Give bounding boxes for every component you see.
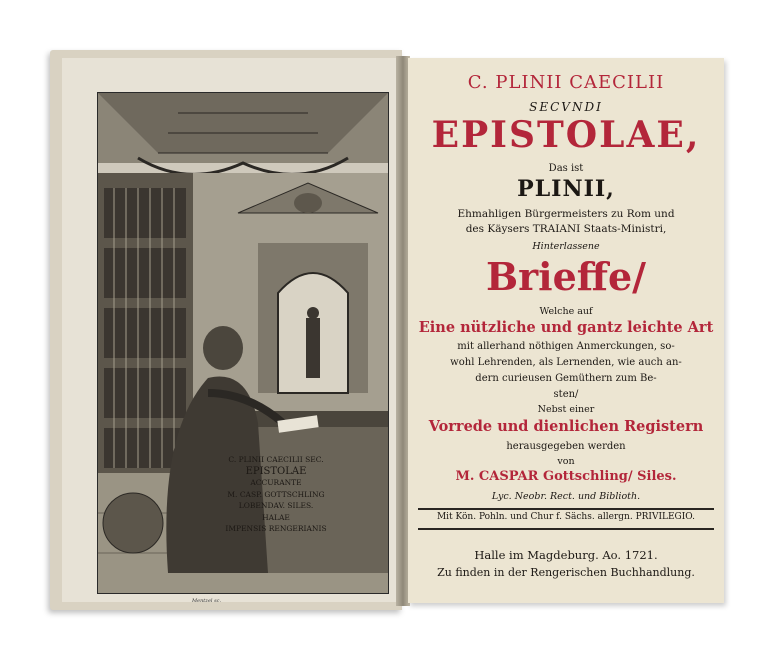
editor-role: Lyc. Neobr. Rect. und Biblioth. — [491, 491, 641, 502]
epistolae-heading: EPISTOLAE, — [431, 114, 701, 156]
plate-line: EPISTOLAE — [245, 465, 307, 477]
imprint-line: Halle im Magdeburg. Ao. 1721. — [474, 548, 658, 562]
title-line: Ehmahligen Bürgermeisters zu Rom und — [457, 208, 675, 220]
body-line: sten/ — [553, 389, 579, 400]
rule-top — [418, 508, 714, 510]
plate-line: ACCURANTE — [250, 478, 302, 487]
plate-line: C. PLINII CAECILII SEC. — [228, 455, 324, 464]
body-line: mit allerhand nöthigen Anmerckungen, so- — [457, 341, 675, 352]
frontispiece-page — [62, 58, 398, 602]
eine-nuetzliche: Eine nützliche und gantz leichte Art — [418, 319, 714, 336]
body-line: wohl Lehrenden, als Lernenden, wie auch an- — [450, 357, 682, 368]
von-line: von — [557, 456, 575, 467]
imprint-line: Zu finden in der Rengerischen Buchhandlung. — [437, 566, 695, 579]
title-page — [408, 58, 724, 603]
open-book — [50, 50, 730, 610]
plate-line: M. CASP. GOTTSCHLING — [227, 489, 325, 499]
secundi-line: SECVNDI — [529, 100, 603, 114]
editor-name: M. CASPAR Gottschling/ Siles. — [455, 469, 677, 484]
plate-line: LOBENDAV. SILES. — [238, 501, 314, 510]
das-ist: Das ist — [548, 163, 584, 174]
plate-inscription — [212, 454, 340, 535]
nebst-einer: Nebst einer — [537, 404, 595, 415]
brieffe-heading: Brieffe/ — [486, 254, 646, 299]
hinterlassene: Hinterlassene — [532, 241, 600, 252]
plate-line: IMPENSIS RENGERIANIS — [225, 524, 327, 533]
title-line: des Käysers TRAIANI Staats-Ministri, — [465, 223, 667, 235]
welche-auf: Welche auf — [539, 306, 593, 317]
vorrede-line: Vorrede und dienlichen Registern — [428, 418, 704, 435]
author-line: C. PLINII CAECILII — [467, 72, 665, 93]
plate-line: HALAE — [262, 512, 290, 522]
engraver-signature: Mentzel sc. — [192, 598, 222, 604]
herausgegeben: herausgegeben werden — [506, 441, 626, 452]
plinii-heading: PLINII, — [517, 176, 615, 202]
privilege-line: Mit Kön. Pohln. und Chur f. Sächs. allergn. PRIVILEGIO. — [436, 512, 696, 522]
body-line: dern curieusen Gemüthern zum Be- — [475, 373, 657, 384]
rule-bottom — [418, 528, 714, 530]
